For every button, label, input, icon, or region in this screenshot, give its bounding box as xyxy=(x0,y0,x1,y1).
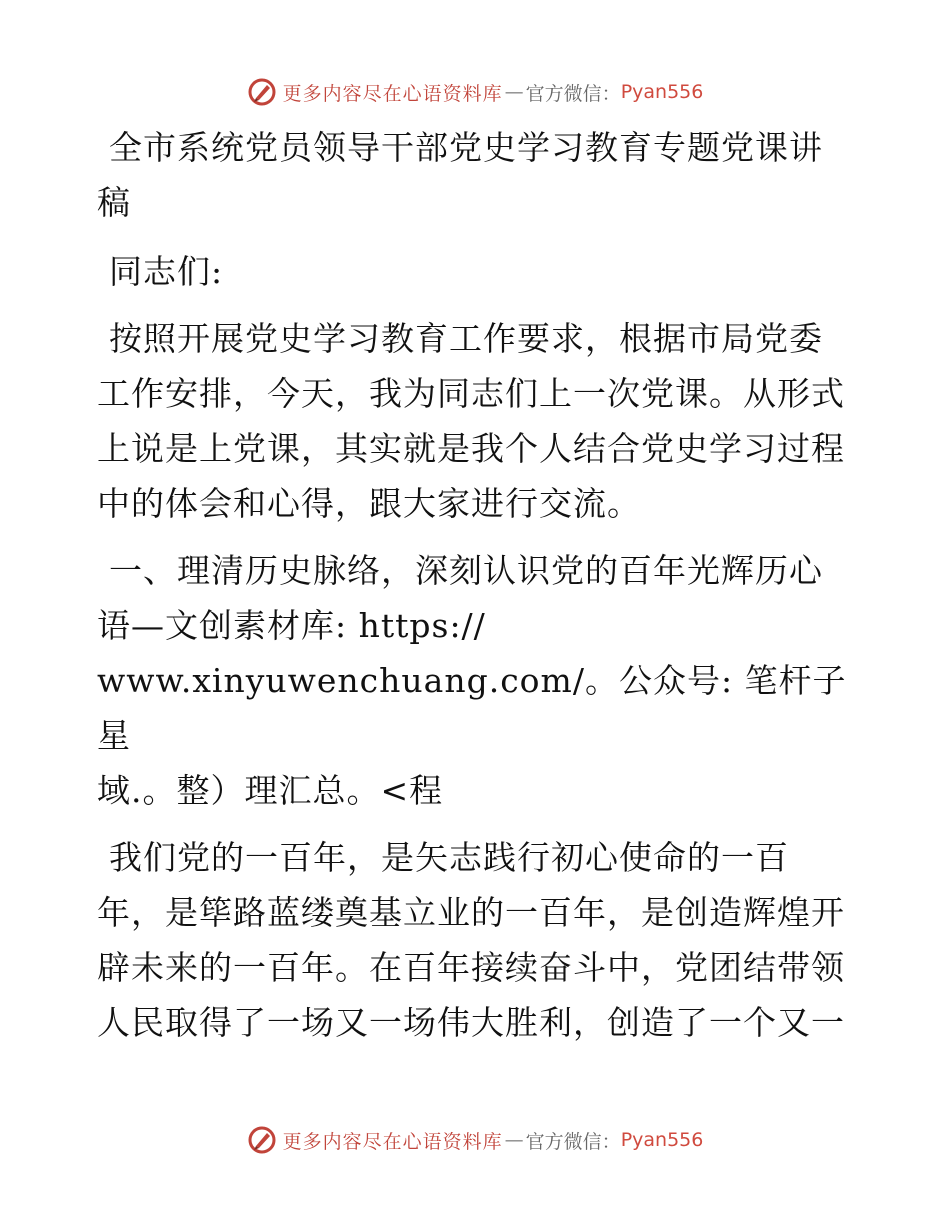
section-heading-line: 一、理清历史脉络，深刻认识党的百年光辉历心 xyxy=(109,551,823,590)
watermark-main-text: 更多内容尽在心语资料库 xyxy=(282,82,503,105)
body-paragraph-rest: 年，是筚路蓝缕奠基立业的一百年，是创造辉煌开辟未来的一百年。在百年接续奋斗中，党团结带领人民取得了一场又一场伟大胜利，创造了一个又一 xyxy=(97,893,845,1042)
pen-logo-icon xyxy=(247,1125,277,1155)
watermark-separator: — xyxy=(504,1129,524,1151)
salutation: 同志们: xyxy=(109,252,224,291)
intro-paragraph: 按照开展党史学习教育工作要求，根据市局党委工作安排，今天，我为同志们上一次党课。从形式上说是上党课，其实就是我个人结合党史学习过程中的体会和心得，跟大家进行交流。 xyxy=(97,319,845,523)
watermark-wechat-id: Pyan556 xyxy=(620,81,704,103)
source-note-line-1: 语—文创素材库: https:// xyxy=(97,606,486,645)
source-note-line-3: 域.。整）理汇总。<程 xyxy=(97,771,444,810)
document-title: 全市系统党员领导干部党史学习教育专题党课讲稿 xyxy=(97,128,823,222)
document-body xyxy=(97,120,849,1062)
watermark-wechat-id: Pyan556 xyxy=(620,1129,704,1151)
source-note-line-2: www.xinyuwenchuang.com/。公众号: 笔杆子星 xyxy=(97,661,847,755)
watermark-wechat-label: 官方微信： xyxy=(525,1130,621,1153)
body-paragraph-first-line: 我们党的一百年，是矢志践行初心使命的一百 xyxy=(109,838,789,877)
pen-logo-icon xyxy=(247,77,277,107)
watermark-main-text: 更多内容尽在心语资料库 xyxy=(282,1130,503,1153)
watermark-wechat-label: 官方微信： xyxy=(525,82,621,105)
body-paragraph xyxy=(97,830,849,1050)
section-heading-paragraph xyxy=(97,543,849,818)
footer-watermark xyxy=(0,1120,950,1160)
watermark-separator: — xyxy=(504,81,524,103)
header-watermark xyxy=(0,72,950,112)
